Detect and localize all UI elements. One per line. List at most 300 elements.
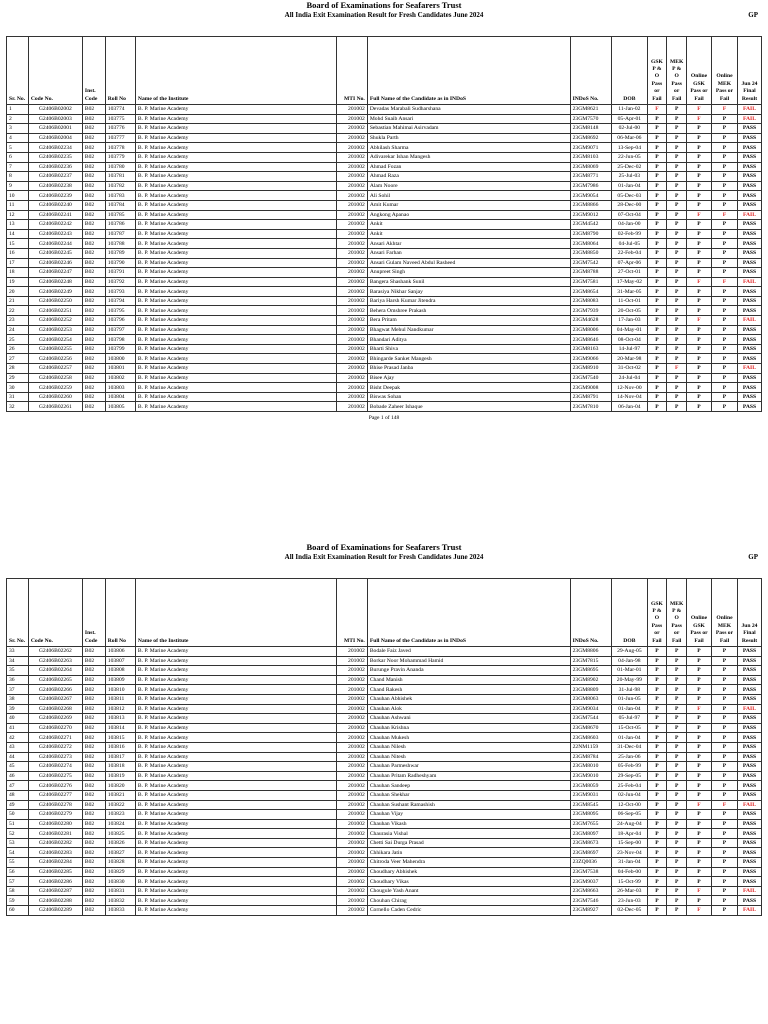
indos-no: 23GM8850 <box>570 248 612 258</box>
online-mek-result: P <box>711 248 737 258</box>
gsk-result: P <box>647 742 667 752</box>
final-result: PASS <box>737 124 761 134</box>
mti-no: 201002 <box>336 402 367 412</box>
table-row <box>7 181 762 191</box>
indos-no: 23GM8663 <box>570 886 612 896</box>
inst-code: B02 <box>82 838 105 848</box>
mti-no: 201002 <box>336 258 367 268</box>
gsk-result: P <box>647 877 667 887</box>
mti-no: 201002 <box>336 143 367 153</box>
online-mek-result: P <box>711 848 737 858</box>
inst-code: B02 <box>82 325 105 335</box>
sr-no: 5 <box>7 143 29 153</box>
final-result: PASS <box>737 306 761 316</box>
mek-result: P <box>667 220 687 230</box>
gsk-result: P <box>647 287 667 297</box>
candidate-name: Sebastian Mahimai Asirvadam <box>367 124 570 134</box>
sr-no: 39 <box>7 704 29 714</box>
online-mek-result: P <box>711 733 737 743</box>
candidate-name: Chauhan Shekhar <box>367 790 570 800</box>
online-mek-result: P <box>711 229 737 239</box>
mek-result: P <box>667 771 687 781</box>
sr-no: 42 <box>7 733 29 743</box>
sr-no: 23 <box>7 316 29 326</box>
subtitle-text: All India Exit Examination Result for Fresh Candidates June 2024 <box>284 553 484 561</box>
table-row <box>7 316 762 326</box>
final-result: PASS <box>737 771 761 781</box>
online-gsk-result: P <box>687 287 712 297</box>
sr-no: 37 <box>7 685 29 695</box>
table-row <box>7 335 762 345</box>
candidate-name: Chitroda Veer Mahendra <box>367 858 570 868</box>
roll-no: 103789 <box>105 248 135 258</box>
sr-no: 11 <box>7 200 29 210</box>
inst-code: B02 <box>82 694 105 704</box>
candidate-name: Ankit <box>367 229 570 239</box>
dob: 05-Jul-97 <box>612 714 647 724</box>
final-result: PASS <box>737 723 761 733</box>
sr-no: 49 <box>7 800 29 810</box>
candidate-name: Chauhan Abhishek <box>367 694 570 704</box>
online-gsk-result: P <box>687 392 712 402</box>
sr-no: 40 <box>7 714 29 724</box>
online-mek-result: P <box>711 762 737 772</box>
sr-no: 1 <box>7 105 29 115</box>
mek-result: P <box>667 858 687 868</box>
gsk-result: P <box>647 781 667 791</box>
code-no: G2406B02243 <box>28 229 82 239</box>
col-gsk: GSK P & O Pass or Fail <box>647 579 667 647</box>
dob: 01-Jan-04 <box>612 181 647 191</box>
inst-code: B02 <box>82 344 105 354</box>
gsk-result: P <box>647 248 667 258</box>
mti-no: 201002 <box>336 373 367 383</box>
sr-no: 8 <box>7 172 29 182</box>
mti-no: 201002 <box>336 239 367 249</box>
gsk-result: P <box>647 296 667 306</box>
online-gsk-result: P <box>687 181 712 191</box>
code-no: G2406B02247 <box>28 268 82 278</box>
code-no: G2406B02282 <box>28 838 82 848</box>
indos-no: 23GM8697 <box>570 848 612 858</box>
indos-no: 23ZQ0036 <box>570 858 612 868</box>
mti-no: 201002 <box>336 316 367 326</box>
candidate-name: Ansari Farhan <box>367 248 570 258</box>
gsk-result: P <box>647 258 667 268</box>
category-tag: GP <box>748 11 758 19</box>
col-dob: DOB <box>612 579 647 647</box>
sr-no: 12 <box>7 210 29 220</box>
inst-code: B02 <box>82 258 105 268</box>
inst-code: B02 <box>82 685 105 695</box>
gsk-result: P <box>647 316 667 326</box>
col-online-mek: Online MEK Pass or Fail <box>711 579 737 647</box>
mek-result: P <box>667 800 687 810</box>
col-indos: INDoS No. <box>570 579 612 647</box>
online-mek-result: P <box>711 258 737 268</box>
online-mek-result: P <box>711 647 737 657</box>
mek-result: P <box>667 105 687 115</box>
final-result: PASS <box>737 239 761 249</box>
final-result: PASS <box>737 752 761 762</box>
inst-code: B02 <box>82 162 105 172</box>
gsk-result: P <box>647 810 667 820</box>
final-result: PASS <box>737 296 761 306</box>
code-no: G2406B02264 <box>28 666 82 676</box>
mti-no: 201002 <box>336 268 367 278</box>
online-gsk-result: P <box>687 838 712 848</box>
result-page-1 <box>6 0 762 421</box>
final-result: PASS <box>737 258 761 268</box>
online-gsk-result: P <box>687 239 712 249</box>
candidate-name: Chauhan Nilesh <box>367 742 570 752</box>
sr-no: 56 <box>7 867 29 877</box>
sr-no: 16 <box>7 248 29 258</box>
online-gsk-result: P <box>687 694 712 704</box>
online-gsk-result: P <box>687 296 712 306</box>
dob: 22-Feb-04 <box>612 248 647 258</box>
online-gsk-result: P <box>687 666 712 676</box>
table-row <box>7 714 762 724</box>
sr-no: 7 <box>7 162 29 172</box>
gsk-result: P <box>647 771 667 781</box>
sr-no: 28 <box>7 364 29 374</box>
dob: 02-Jun-04 <box>612 790 647 800</box>
institute-name: B. P. Marine Academy <box>135 704 336 714</box>
table-row <box>7 373 762 383</box>
inst-code: B02 <box>82 373 105 383</box>
indos-no: 23GM7815 <box>570 656 612 666</box>
candidate-name: Abhilash Sharma <box>367 143 570 153</box>
mti-no: 201002 <box>336 877 367 887</box>
candidate-name: Anupreet Singh <box>367 268 570 278</box>
roll-no: 103796 <box>105 316 135 326</box>
online-gsk-result: P <box>687 364 712 374</box>
table-row <box>7 258 762 268</box>
roll-no: 103795 <box>105 306 135 316</box>
candidate-name: Ankit <box>367 220 570 230</box>
final-result: PASS <box>737 647 761 657</box>
final-result: PASS <box>737 143 761 153</box>
mti-no: 201002 <box>336 858 367 868</box>
institute-name: B. P. Marine Academy <box>135 790 336 800</box>
roll-no: 103799 <box>105 344 135 354</box>
final-result: PASS <box>737 694 761 704</box>
dob: 08-Oct-04 <box>612 335 647 345</box>
dob: 29-Sep-05 <box>612 771 647 781</box>
roll-no: 103798 <box>105 335 135 345</box>
candidate-name: Devadas Marabali Sudharshana <box>367 105 570 115</box>
dob: 17-Jan-03 <box>612 316 647 326</box>
table-row <box>7 666 762 676</box>
mek-result: P <box>667 675 687 685</box>
col-mek: MEK P & O Pass or Fail <box>667 579 687 647</box>
mti-no: 201002 <box>336 742 367 752</box>
dob: 25-Jan-06 <box>612 752 647 762</box>
roll-no: 103801 <box>105 364 135 374</box>
code-no: G2406B02248 <box>28 277 82 287</box>
dob: 06-Mar-06 <box>612 133 647 143</box>
online-gsk-result: P <box>687 742 712 752</box>
indos-no: 23GM9010 <box>570 771 612 781</box>
institute-name: B. P. Marine Academy <box>135 848 336 858</box>
final-result: PASS <box>737 666 761 676</box>
sr-no: 33 <box>7 647 29 657</box>
online-gsk-result: P <box>687 248 712 258</box>
dob: 04-Feb-00 <box>612 867 647 877</box>
online-mek-result: P <box>711 685 737 695</box>
inst-code: B02 <box>82 114 105 124</box>
mti-no: 201002 <box>336 114 367 124</box>
code-no: G2406B02241 <box>28 210 82 220</box>
inst-code: B02 <box>82 742 105 752</box>
code-no: G2406B02002 <box>28 105 82 115</box>
dob: 14-Jul-97 <box>612 344 647 354</box>
mek-result: P <box>667 383 687 393</box>
code-no: G2406B02272 <box>28 742 82 752</box>
roll-no: 103780 <box>105 162 135 172</box>
roll-no: 103818 <box>105 762 135 772</box>
candidate-name: Chauhan Sandeep <box>367 781 570 791</box>
inst-code: B02 <box>82 858 105 868</box>
online-gsk-result: P <box>687 896 712 906</box>
roll-no: 103826 <box>105 838 135 848</box>
online-gsk-result: F <box>687 704 712 714</box>
indos-no: 23GM9012 <box>570 210 612 220</box>
indos-no: 23GM8006 <box>570 325 612 335</box>
indos-no: 23GM8788 <box>570 268 612 278</box>
institute-name: B. P. Marine Academy <box>135 666 336 676</box>
sr-no: 51 <box>7 819 29 829</box>
mek-result: P <box>667 666 687 676</box>
online-gsk-result: F <box>687 210 712 220</box>
institute-name: B. P. Marine Academy <box>135 742 336 752</box>
table-row <box>7 656 762 666</box>
candidate-name: Chand Manish <box>367 675 570 685</box>
candidate-name: Mohd Suaib Ansari <box>367 114 570 124</box>
code-no: G2406B02268 <box>28 704 82 714</box>
inst-code: B02 <box>82 733 105 743</box>
final-result: PASS <box>737 838 761 848</box>
mti-no: 201002 <box>336 694 367 704</box>
mti-no: 201002 <box>336 383 367 393</box>
candidate-name: Chougule Yash Anant <box>367 886 570 896</box>
code-no: G2406B02256 <box>28 354 82 364</box>
mek-result: P <box>667 733 687 743</box>
table-row <box>7 162 762 172</box>
mek-result: P <box>667 296 687 306</box>
gsk-result: P <box>647 268 667 278</box>
mek-result: P <box>667 877 687 887</box>
indos-no: 23GM8064 <box>570 239 612 249</box>
mek-result: F <box>667 364 687 374</box>
code-no: G2406B02245 <box>28 248 82 258</box>
candidate-name: Chauhan Pritam Radheshyam <box>367 771 570 781</box>
institute-name: B. P. Marine Academy <box>135 867 336 877</box>
candidate-name: Bhagwat Mehul Nandkumar <box>367 325 570 335</box>
online-gsk-result: P <box>687 220 712 230</box>
online-mek-result: P <box>711 656 737 666</box>
institute-name: B. P. Marine Academy <box>135 344 336 354</box>
online-gsk-result: P <box>687 402 712 412</box>
dob: 12-Nov-00 <box>612 383 647 393</box>
indos-no: 23GM8083 <box>570 296 612 306</box>
mek-result: P <box>667 325 687 335</box>
gsk-result: P <box>647 325 667 335</box>
online-mek-result: P <box>711 858 737 868</box>
roll-no: 103784 <box>105 200 135 210</box>
gsk-result: P <box>647 733 667 743</box>
final-result: PASS <box>737 781 761 791</box>
table-row <box>7 105 762 115</box>
online-gsk-result: P <box>687 685 712 695</box>
mek-result: P <box>667 277 687 287</box>
category-tag: GP <box>748 553 758 561</box>
gsk-result: P <box>647 373 667 383</box>
mek-result: P <box>667 723 687 733</box>
dob: 31-Jan-04 <box>612 858 647 868</box>
inst-code: B02 <box>82 666 105 676</box>
institute-name: B. P. Marine Academy <box>135 694 336 704</box>
dob: 15-Oct-05 <box>612 723 647 733</box>
table-row <box>7 906 762 916</box>
indos-no: 23GM8148 <box>570 124 612 134</box>
institute-name: B. P. Marine Academy <box>135 325 336 335</box>
institute-name: B. P. Marine Academy <box>135 383 336 393</box>
table-row <box>7 867 762 877</box>
mek-result: P <box>667 819 687 829</box>
online-mek-result: P <box>711 742 737 752</box>
table-row <box>7 771 762 781</box>
candidate-name: Chetti Sai Durga Prasad <box>367 838 570 848</box>
subtitle-text: All India Exit Examination Result for Fresh Candidates June 2024 <box>284 11 484 19</box>
gsk-result: P <box>647 114 667 124</box>
institute-name: B. P. Marine Academy <box>135 268 336 278</box>
sr-no: 52 <box>7 829 29 839</box>
online-mek-result: P <box>711 181 737 191</box>
sr-no: 45 <box>7 762 29 772</box>
dob: 12-Oct-00 <box>612 800 647 810</box>
online-gsk-result: P <box>687 162 712 172</box>
mti-no: 201002 <box>336 181 367 191</box>
mti-no: 201002 <box>336 762 367 772</box>
final-result: FAIL <box>737 800 761 810</box>
final-result: PASS <box>737 344 761 354</box>
institute-name: B. P. Marine Academy <box>135 239 336 249</box>
roll-no: 103833 <box>105 906 135 916</box>
code-no: G2406B02287 <box>28 886 82 896</box>
mek-result: P <box>667 133 687 143</box>
candidate-name: Angkong Apanao <box>367 210 570 220</box>
final-result: PASS <box>737 819 761 829</box>
online-gsk-result: P <box>687 229 712 239</box>
institute-name: B. P. Marine Academy <box>135 258 336 268</box>
final-result: FAIL <box>737 364 761 374</box>
code-no: G2406B02289 <box>28 906 82 916</box>
institute-name: B. P. Marine Academy <box>135 162 336 172</box>
inst-code: B02 <box>82 191 105 201</box>
table-row <box>7 685 762 695</box>
sr-no: 48 <box>7 790 29 800</box>
inst-code: B02 <box>82 762 105 772</box>
mti-no: 201002 <box>336 296 367 306</box>
code-no: G2406B02249 <box>28 287 82 297</box>
online-mek-result: F <box>711 210 737 220</box>
candidate-name: Bisht Deepak <box>367 383 570 393</box>
gsk-result: F <box>647 105 667 115</box>
gsk-result: P <box>647 656 667 666</box>
candidate-name: Chhikara Jatin <box>367 848 570 858</box>
candidate-name: Chand Rakesh <box>367 685 570 695</box>
dob: 02-Dec-05 <box>612 906 647 916</box>
online-mek-result: P <box>711 675 737 685</box>
gsk-result: P <box>647 886 667 896</box>
gsk-result: P <box>647 685 667 695</box>
dob: 20-Oct-05 <box>612 306 647 316</box>
roll-no: 103813 <box>105 714 135 724</box>
final-result: FAIL <box>737 114 761 124</box>
mek-result: P <box>667 143 687 153</box>
document-title: Board of Examinations for Seafarers Trust <box>306 0 462 10</box>
gsk-result: P <box>647 906 667 916</box>
mti-no: 201002 <box>336 819 367 829</box>
code-no: G2406B02280 <box>28 819 82 829</box>
institute-name: B. P. Marine Academy <box>135 800 336 810</box>
candidate-name: Chauhan Vijay <box>367 810 570 820</box>
mti-no: 201002 <box>336 733 367 743</box>
table-row <box>7 790 762 800</box>
gsk-result: P <box>647 867 667 877</box>
gsk-result: P <box>647 277 667 287</box>
candidate-name: Chouhan Chirag <box>367 896 570 906</box>
roll-no: 103828 <box>105 858 135 868</box>
indos-no: 23GM9037 <box>570 877 612 887</box>
mek-result: P <box>667 838 687 848</box>
table-row <box>7 354 762 364</box>
online-gsk-result: P <box>687 325 712 335</box>
col-inst-code: Inst. Code <box>82 579 105 647</box>
roll-no: 103791 <box>105 268 135 278</box>
col-name: Full Name of the Candidate as in INDoS <box>367 37 570 105</box>
table-row <box>7 402 762 412</box>
online-mek-result: P <box>711 373 737 383</box>
gsk-result: P <box>647 306 667 316</box>
inst-code: B02 <box>82 220 105 230</box>
gsk-result: P <box>647 675 667 685</box>
online-mek-result: P <box>711 335 737 345</box>
institute-name: B. P. Marine Academy <box>135 656 336 666</box>
institute-name: B. P. Marine Academy <box>135 152 336 162</box>
inst-code: B02 <box>82 210 105 220</box>
mti-no: 201002 <box>336 656 367 666</box>
indos-no: 23GM8692 <box>570 133 612 143</box>
candidate-name: Bisee Ajay <box>367 373 570 383</box>
mti-no: 201002 <box>336 306 367 316</box>
indos-no: 23GM8866 <box>570 200 612 210</box>
online-mek-result: P <box>711 316 737 326</box>
institute-name: B. P. Marine Academy <box>135 675 336 685</box>
inst-code: B02 <box>82 200 105 210</box>
final-result: PASS <box>737 191 761 201</box>
table-row <box>7 383 762 393</box>
online-gsk-result: P <box>687 124 712 134</box>
dob: 04-May-01 <box>612 325 647 335</box>
inst-code: B02 <box>82 771 105 781</box>
institute-name: B. P. Marine Academy <box>135 364 336 374</box>
code-no: G2406B02258 <box>28 373 82 383</box>
table-row <box>7 675 762 685</box>
institute-name: B. P. Marine Academy <box>135 373 336 383</box>
